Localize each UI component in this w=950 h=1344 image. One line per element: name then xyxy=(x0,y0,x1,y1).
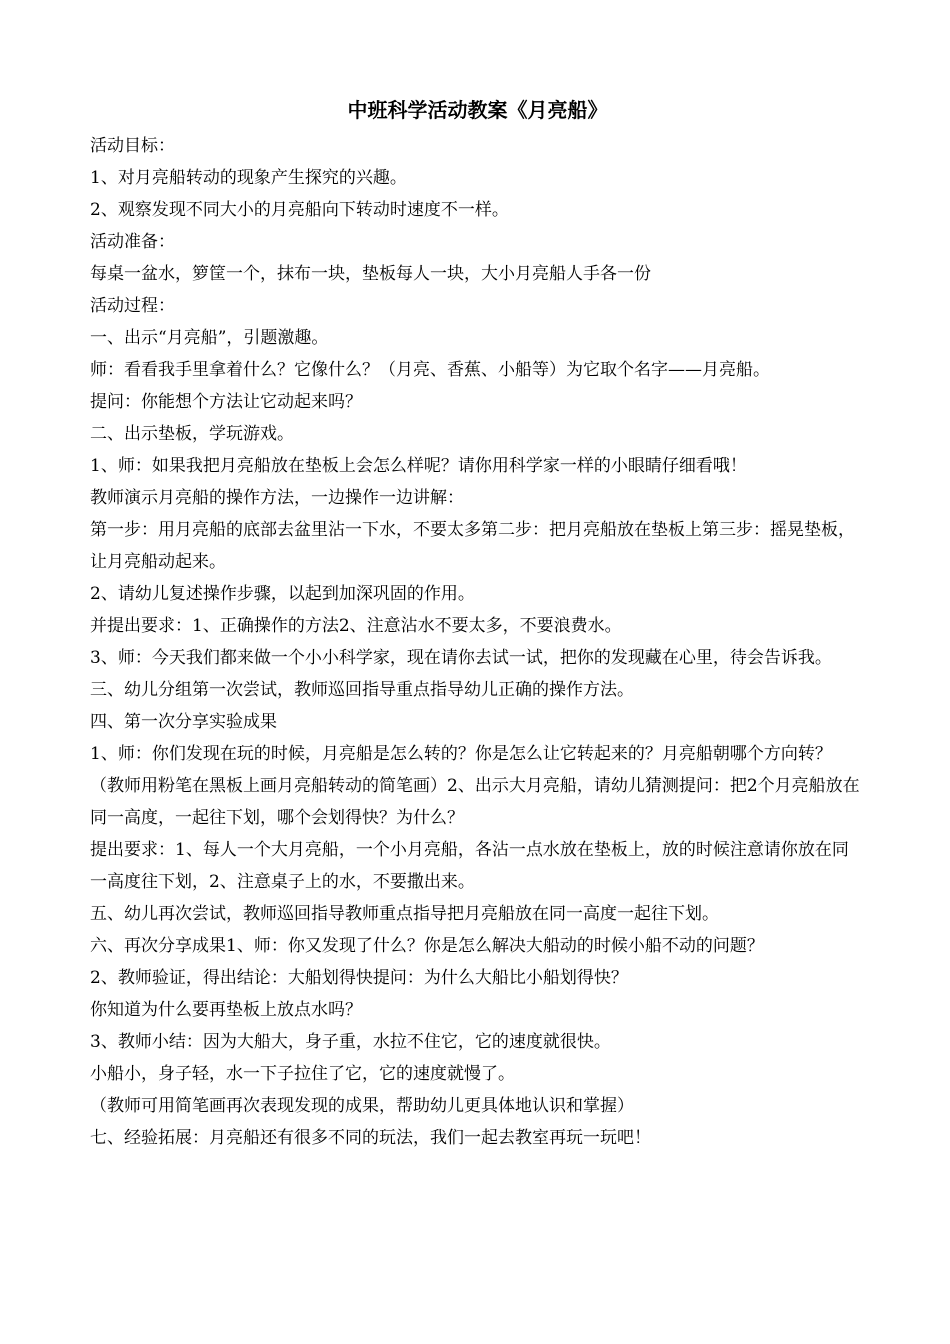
paragraph-step-1-heading: 一、出示“月亮船”，引题激趣。 xyxy=(90,328,329,348)
paragraph-share-question: 1、师：你们发现在玩的时候，月亮船是怎么转的？你是怎么让它转起来的？月亮船朝哪个方向转？ xyxy=(90,744,832,764)
paragraph-goals-heading: 活动目标： xyxy=(90,136,175,156)
paragraph-step-4-heading: 四、第一次分享实验成果 xyxy=(90,712,277,732)
paragraph-step-3-heading: 三、幼儿分组第一次尝试，教师巡回指导重点指导幼儿正确的操作方法。 xyxy=(90,680,634,700)
paragraph-steps: 第一步：用月亮船的底部去盆里沾一下水，不要太多第二步：把月亮船放在垫板上第三步：摇晃垫板，让月亮船动起来。 xyxy=(90,520,855,572)
paragraph-demo: 教师演示月亮船的操作方法，一边操作一边讲解： xyxy=(90,488,464,508)
paragraph-step-5-heading: 五、幼儿再次尝试，教师巡回指导教师重点指导把月亮船放在同一高度一起往下划。 xyxy=(90,904,719,924)
document-body xyxy=(90,130,865,1154)
paragraph-process-heading: 活动过程： xyxy=(90,296,175,316)
paragraph-prep-heading: 活动准备： xyxy=(90,232,175,252)
paragraph-prep-materials: 每桌一盆水，箩筐一个，抹布一块，垫板每人一块，大小月亮船人手各一份 xyxy=(90,264,651,284)
paragraph-summary: 3、教师小结：因为大船大，身子重，水拉不住它，它的速度就很快。 xyxy=(90,1032,611,1052)
paragraph-verify: 2、教师验证，得出结论：大船划得快提问：为什么大船比小船划得快？ xyxy=(90,968,628,988)
document-page xyxy=(90,90,865,1154)
paragraph-requirements-2: 提出要求：1、每人一个大月亮船，一个小月亮船，各沾一点水放在垫板上，放的时候注意请你放在同一高度往下划，2、注意桌子上的水，不要撒出来。 xyxy=(90,840,849,892)
paragraph-step-2-heading: 二、出示垫板，学玩游戏。 xyxy=(90,424,294,444)
document-title: 中班科学活动教案《月亮船》 xyxy=(347,98,608,122)
paragraph-teacher-3: 3、师：今天我们都来做一个小小科学家，现在请你去试一试，把你的发现藏在心里，待会告诉我。 xyxy=(90,648,832,668)
paragraph-ask: 提问：你能想个方法让它动起来吗？ xyxy=(90,392,362,412)
paragraph-big-boat: （教师用粉笔在黑板上画月亮船转动的简笔画）2、出示大月亮船，请幼儿猜测提问：把2个月亮船放在同一高度，一起往下划，哪个会划得快？为什么？ xyxy=(90,776,860,828)
paragraph-goal-2: 2、观察发现不同大小的月亮船向下转动时速度不一样。 xyxy=(90,200,509,220)
paragraph-requirements: 并提出要求：1、正确操作的方法2、注意沾水不要太多，不要浪费水。 xyxy=(90,616,622,636)
paragraph-drawing-note: （教师可用简笔画再次表现发现的成果，帮助幼儿更具体地认识和掌握） xyxy=(90,1096,634,1116)
paragraph-water-question: 你知道为什么要再垫板上放点水吗？ xyxy=(90,1000,362,1020)
paragraph-teacher-question: 师：看看我手里拿着什么？它像什么？（月亮、香蕉、小船等）为它取个名字——月亮船。 xyxy=(90,360,770,380)
paragraph-teacher-1: 1、师：如果我把月亮船放在垫板上会怎么样呢？请你用科学家一样的小眼睛仔细看哦！ xyxy=(90,456,747,476)
paragraph-small-boat: 小船小，身子轻，水一下子拉住了它，它的速度就慢了。 xyxy=(90,1064,515,1084)
paragraph-step-6-heading: 六、再次分享成果1、师：你又发现了什么？你是怎么解决大船动的时候小船不动的问题？ xyxy=(90,936,764,956)
paragraph-goal-1: 1、对月亮船转动的现象产生探究的兴趣。 xyxy=(90,168,407,188)
paragraph-retell: 2、请幼儿复述操作步骤，以起到加深巩固的作用。 xyxy=(90,584,475,604)
paragraph-step-7-heading: 七、经验拓展：月亮船还有很多不同的玩法，我们一起去教室再玩一玩吧！ xyxy=(90,1128,651,1148)
